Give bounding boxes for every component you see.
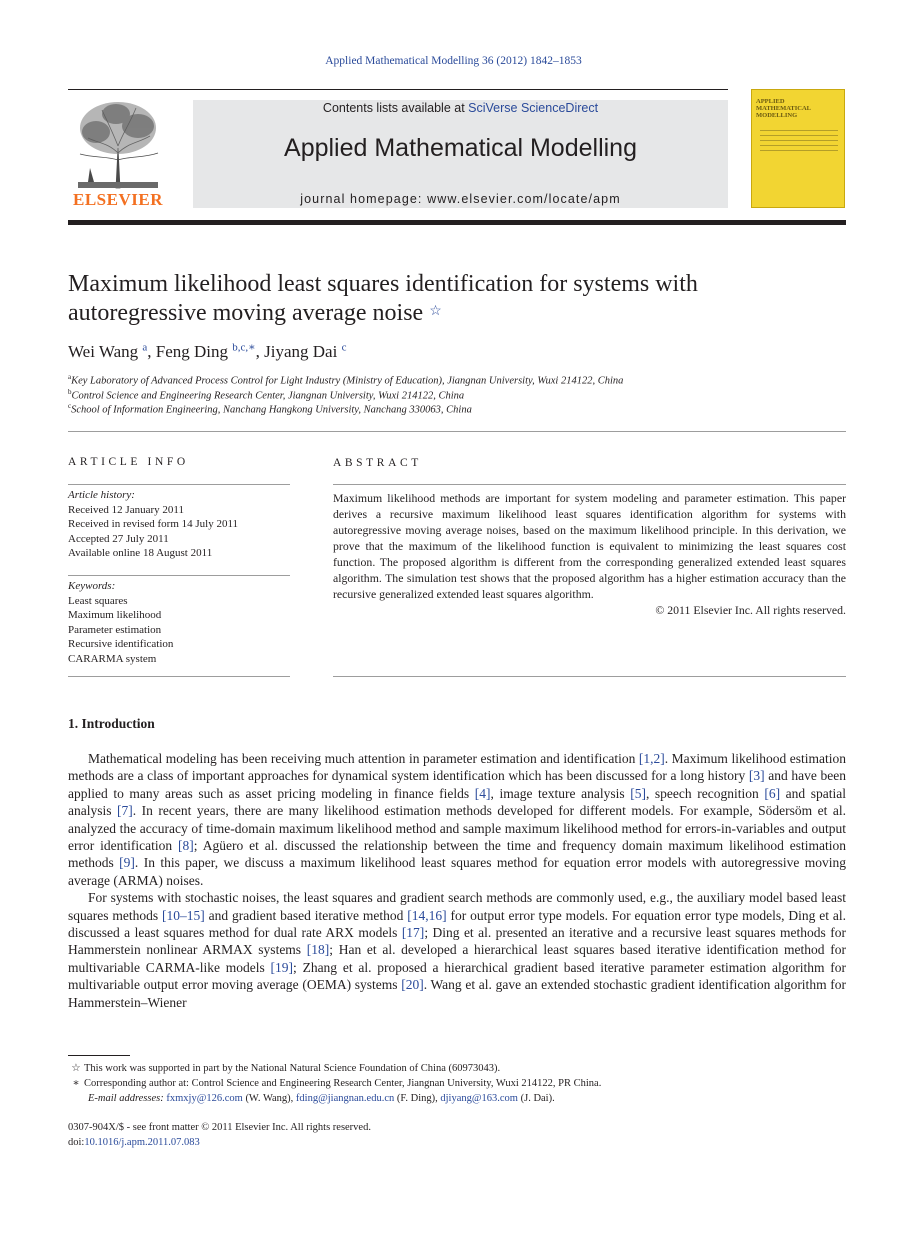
affiliation-b [68,388,464,402]
citation-link[interactable]: [14,16] [407,907,447,923]
title-line-1: Maximum likelihood least squares identification for systems with [68,271,698,297]
affil-text: Key Laboratory of Advanced Process Control for Light Industry (Ministry of Education), Jiangnan University, Wuxi 214122, China [71,375,624,387]
abstract-rule [333,484,846,485]
affiliation-a [68,373,623,387]
journal-banner [193,100,728,208]
email-addresses [88,1093,555,1104]
citation-link[interactable]: [9] [119,855,135,871]
elsevier-wordmark: ELSEVIER [73,190,163,209]
author-name: Feng Ding [155,341,229,361]
footnote-text: Corresponding author at: Control Science and Engineering Research Center, Jiangnan University, Wuxi 214122, PR China. [84,1078,602,1089]
keyword-item: Parameter estimation [68,623,162,636]
citation-link[interactable]: [4] [474,785,491,801]
email-label: E-mail addresses: [88,1093,164,1104]
history-revised: Received in revised form 14 July 2011 [68,518,239,530]
email-owner: (W. Wang), [242,1093,296,1104]
author-separator: , [147,341,156,361]
body-text-span: for output error type models. For equation error type models, Ding et al. discussed a least squares method for dual rate ARX models [68,907,847,941]
elsevier-logo[interactable] [68,98,168,210]
title-line-2 [68,299,828,328]
article-info-rule [68,484,290,485]
email-link[interactable]: fding@jiangnan.edu.cn [295,1093,395,1104]
keyword-item: CARARMA system [68,652,157,665]
paragraph-1 [68,750,846,889]
body-text-span: For systems with stochastic noises, the least squares and gradient search methods are commonly used, e.g., the auxiliary model based least squares methods [68,890,846,923]
header-top-rule [68,89,728,90]
body-text-span: ; Zhang et al. proposed a hierarchical gradient based iterative parameter estimation algorithm for multivariable output error moving average (OEMA) systems [68,959,846,993]
copyright-notice: © 2011 Elsevier Inc. All rights reserved. [655,603,846,617]
body-text-span: . Maximum likelihood estimation methods are a class of important approaches for dynamical system identification which has been discussed for a long history [68,751,846,784]
email-owner: (F. Ding), [394,1093,441,1104]
author-name: Jiyang Dai [264,341,338,361]
author-affil-mark[interactable]: b,c,∗ [232,341,256,353]
footnote-rule [68,1055,130,1056]
affiliation-rule [68,431,846,432]
paragraph-2 [68,889,846,1011]
email-link[interactable]: fxmxjy@126.com [166,1093,243,1104]
email-link[interactable]: djiyang@163.com [440,1093,518,1104]
journal-cover-thumbnail[interactable] [751,89,845,208]
article-info-bottom-rule [68,676,290,677]
citation-link[interactable]: [8] [178,838,194,854]
keywords [68,579,173,666]
sciencedirect-link[interactable]: SciVerse ScienceDirect [468,101,599,115]
section-heading-introduction: 1. Introduction [68,716,155,731]
footnote-text: This work was supported in part by the National Natural Science Foundation of China (60973043). [84,1063,501,1074]
footnote-mark: ☆ [71,1063,81,1074]
author-1 [68,342,156,361]
affil-text: School of Information Engineering, Nanchang Hangkong University, Nanchang 330063, China [71,404,472,416]
journal-homepage[interactable]: journal homepage: www.elsevier.com/locate/apm [300,192,621,206]
body-text-span: . Wang et al. gave an extended stochastic gradient identification algorithm for Hammerstein–Wiener [68,977,846,1010]
abstract [333,490,846,618]
affil-key: b [68,388,72,396]
history-online: Available online 18 August 2011 [68,547,213,559]
citation-link[interactable]: [6] [764,785,781,801]
cover-title: APPLIED MATHEMATICAL MODELLING [756,98,811,119]
cover-text-lines [760,130,838,155]
citation-link[interactable]: [18] [306,942,330,958]
author-separator: , [255,341,265,361]
abstract-heading: ABSTRACT [333,457,422,469]
body-text-span: and have been applied to many areas such as asset pricing modeling in finance fields [68,768,846,801]
doi-line [68,1137,200,1148]
funding-footnote-mark[interactable]: ☆ [429,304,442,319]
history-received: Received 12 January 2011 [68,503,184,516]
keyword-item: Recursive identification [68,638,174,650]
body-text-span: . In this paper, we discuss a maximum likelihood least squares method for equation error models with autoregressive moving average (ARMA) noises. [68,855,846,888]
author-name: Wei Wang [68,341,139,361]
keyword-item: Least squares [68,594,128,607]
citation-link[interactable]: [5] [630,785,646,801]
affil-key: a [68,373,72,381]
body-text-span: ; Agüero et al. discussed the relationship between the time and frequency domain maximum likelihood estimation methods [68,838,846,871]
citation-link[interactable]: [3] [748,768,765,784]
contents-line [193,101,728,115]
citation-link[interactable]: [7] [117,803,133,819]
header-bottom-rule [68,220,846,225]
journal-title: Applied Mathematical Modelling [284,134,637,162]
author-3 [264,342,346,361]
journal-citation-link[interactable]: Applied Mathematical Modelling 36 (2012) 1842–1853 [325,55,582,67]
body-text-span: ; Han et al. developed a hierarchical least squares based iterative identification method for multivariable CARMA-like models [68,942,846,975]
author-affil-mark[interactable]: a [142,341,148,353]
keywords-rule [68,575,290,576]
article-history [68,488,238,561]
title-line-2-text: autoregressive moving average noise [68,300,424,326]
keyword-item: Maximum likelihood [68,609,162,621]
author-2 [156,342,264,361]
article-title [68,270,828,328]
citation-link[interactable]: [10–15] [162,907,205,923]
history-label: Article history: [68,489,135,501]
doi-label: doi: [68,1137,85,1148]
history-accepted: Accepted 27 July 2011 [68,532,169,545]
body-text-span: Mathematical modeling has been receiving much attention in parameter estimation and identification [88,751,639,766]
affil-key: c [68,402,72,410]
keywords-label: Keywords: [68,580,116,592]
doi-link[interactable]: 10.1016/j.apm.2011.07.083 [84,1137,200,1148]
citation-link[interactable]: [17] [401,925,425,941]
body-text-span: , image texture analysis [490,785,631,801]
body-text-span: ; Ding et al. presented an iterative and a recursive least squares methods for Hammerstein nonlinear ARMAX systems [68,925,846,958]
abstract-bottom-rule [333,676,846,677]
abstract-text: Maximum likelihood methods are important for system modeling and parameter estimation. This paper derives a recursive maximum likelihood least squares identification algorithm for systems with autoregressive moving average noises, based on the maximum likelihood principle. In this derivation, we prove that the maximum of the likelihood function is equivalent to minimizing the least squares cost function. The proposed algorithm is different from the corresponding generalized extended least squares algorithm. The simulation test shows that the proposed algorithm has a higher estimation accuracy than the recursive generalized extended least squares algorithm. [333,491,846,601]
funding-footnote [68,1062,500,1074]
introduction-body [68,750,846,1011]
affil-text: Control Science and Engineering Research Center, Jiangnan University, Wuxi 214122, China [71,390,465,402]
contents-label: Contents lists available at [322,101,469,115]
elsevier-tree-icon [68,98,168,190]
corresponding-author-footnote [68,1077,601,1089]
email-owner: (J. Dai). [517,1093,555,1104]
body-text-span: , speech recognition [645,785,765,801]
citation-link[interactable]: [1,2] [638,751,665,766]
citation-link[interactable]: [19] [270,959,294,975]
footnote-mark: ∗ [72,1078,80,1089]
body-text-span: and spatial analysis [68,785,846,819]
affiliation-c [68,402,472,416]
author-list [68,340,346,362]
body-text-span: and gradient based iterative method [204,907,408,923]
article-info-heading: ARTICLE INFO [68,456,189,468]
citation-link[interactable]: [20] [401,977,424,993]
issn-line: 0307-904X/$ - see front matter © 2011 Elsevier Inc. All rights reserved. [68,1122,371,1133]
body-text-span: . In recent years, there are many likelihood estimation methods developed for different models. For example, Södersöm et al. analyzed the accuracy of time-domain maximum likelihood method and sample maximum likelihood method for errors-in-variables and output error identification [68,803,846,854]
author-affil-mark[interactable]: c [341,341,347,353]
